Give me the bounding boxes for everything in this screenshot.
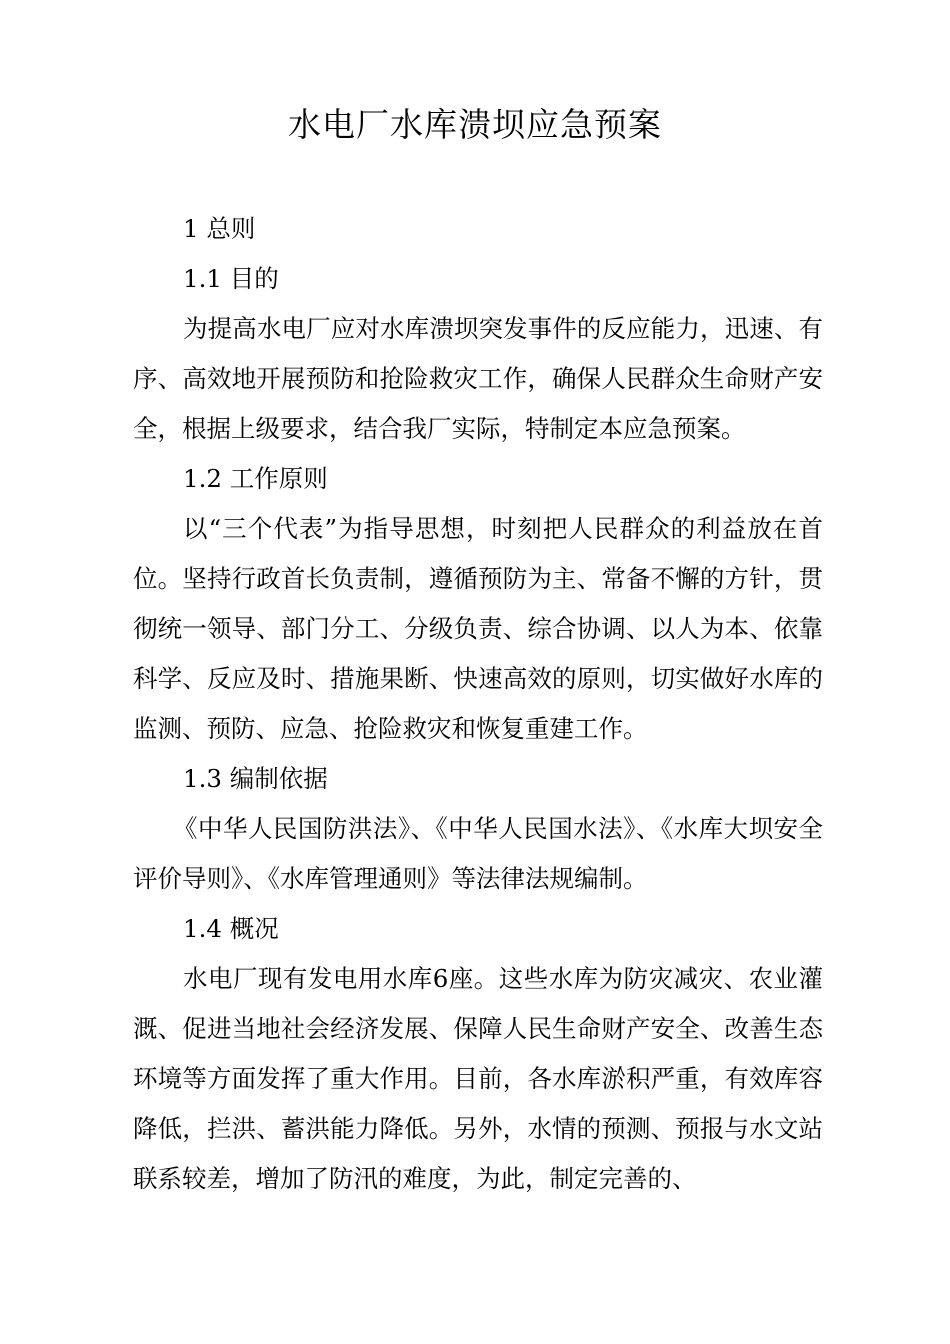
section-1-4-paragraph: 水电厂现有发电用水库6座。这些水库为防灾减灾、农业灌溉、促进当地社会经济发展、保障人民生命财产安全、改善生态环境等方面发挥了重大作用。目前，各水库淤积严重，有效库容降低，拦洪、蓄洪能力降低。另外，水情的预测、预报与水文站联系较差，增加了防汛的难度，为此，制定完善的、 bbox=[133, 964, 823, 1193]
section-1-1-heading: 1.1 目的 bbox=[183, 264, 279, 293]
section-1-heading: 1 总则 bbox=[183, 214, 256, 243]
section-1-2-heading: 1.2 工作原则 bbox=[183, 464, 328, 493]
document-title: 水电厂水库溃坝应急预案 bbox=[288, 105, 662, 144]
section-1-3-heading: 1.3 编制依据 bbox=[183, 764, 328, 793]
section-1-1-paragraph: 为提高水电厂应对水库溃坝突发事件的反应能力，迅速、有序、高效地开展预防和抢险救灾工作，确保人民群众生命财产安全，根据上级要求，结合我厂实际，特制定本应急预案。 bbox=[133, 314, 823, 443]
section-1-2-paragraph: 以“三个代表”为指导思想，时刻把人民群众的利益放在首位。坚持行政首长负责制，遵循预防为主、常备不懈的方针，贯彻统一领导、部门分工、分级负责、综合协调、以人为本、依靠科学、反应及时、措施果断、快速高效的原则，切实做好水库的监测、预防、应急、抢险救灾和恢复重建工作。 bbox=[133, 514, 823, 743]
section-1-4-heading: 1.4 概况 bbox=[183, 914, 279, 943]
document-body bbox=[133, 204, 823, 1204]
section-1-3-paragraph: 《中华人民国防洪法》、《中华人民国水法》、《水库大坝安全评价导则》、《水库管理通则》等法律法规编制。 bbox=[133, 814, 823, 893]
